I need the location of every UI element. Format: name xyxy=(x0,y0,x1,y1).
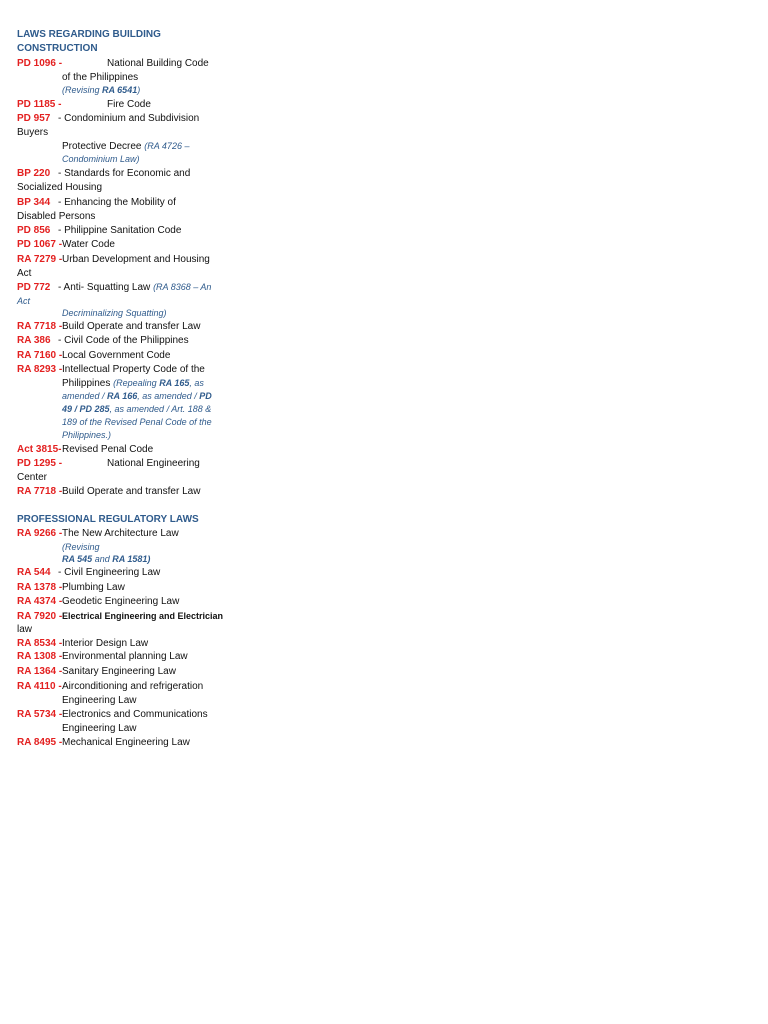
law-note: (Revising xyxy=(62,542,100,552)
note-text: , as amended / Art. 188 & xyxy=(109,404,212,414)
law-note-cont: Condominium Law) xyxy=(62,154,140,164)
law-title: - Civil Code of the Philippines xyxy=(58,335,189,346)
law-title: - Standards for Economic and xyxy=(58,168,191,179)
law-code: RA 7160 - xyxy=(17,350,63,361)
note-text: (Revising xyxy=(62,85,103,95)
law-note-cont xyxy=(62,403,211,416)
law-title: - Condominium and Subdivision xyxy=(58,113,200,124)
law-note: (RA 4726 – xyxy=(144,141,190,151)
law-code: RA 1364 - xyxy=(17,666,63,677)
law-code: RA 9266 - xyxy=(17,528,63,539)
section-title: PROFESSIONAL REGULATORY LAWS xyxy=(17,514,199,525)
law-title: Sanitary Engineering Law xyxy=(62,666,176,677)
note-text: (Repealing xyxy=(113,378,160,388)
law-code: PD 1185 - xyxy=(17,99,62,110)
section-title: LAWS REGARDING BUILDING xyxy=(17,29,161,40)
law-code: RA 8534 - xyxy=(17,638,63,649)
law-title: Interior Design Law xyxy=(62,638,149,649)
law-title-cont: Socialized Housing xyxy=(17,182,103,193)
law-code: RA 386 xyxy=(17,335,51,346)
law-title: Electronics and Communications xyxy=(62,709,208,720)
law-title: National Engineering xyxy=(107,458,200,469)
law-title: Build Operate and transfer Law xyxy=(62,486,201,497)
law-title: - Enhancing the Mobility of xyxy=(58,197,176,208)
law-code: RA 7718 - xyxy=(17,321,63,332)
law-title-cont: Engineering Law xyxy=(62,695,137,706)
note-text: and xyxy=(92,554,113,564)
law-note-cont xyxy=(62,390,212,403)
law-code: BP 344 xyxy=(17,197,51,208)
law-title: - Civil Engineering Law xyxy=(58,567,161,578)
law-title: Fire Code xyxy=(107,99,151,110)
law-title: Plumbing Law xyxy=(62,582,125,593)
law-title: Intellectual Property Code of the xyxy=(62,364,205,375)
law-code: PD 1295 - xyxy=(17,458,63,469)
note-ref: 49 / PD 285 xyxy=(62,404,110,414)
law-title-text: Protective Decree xyxy=(62,141,145,152)
section-title-cont: CONSTRUCTION xyxy=(17,43,98,54)
law-code: RA 1378 - xyxy=(17,582,63,593)
law-note-cont: Decriminalizing Squatting) xyxy=(62,308,167,318)
law-title-cont: Buyers xyxy=(17,127,49,138)
law-note-cont: Philippines.) xyxy=(62,430,112,440)
law-code: RA 8495 - xyxy=(17,737,63,748)
law-note-cont: 189 of the Revised Penal Code of the xyxy=(62,417,212,427)
law-title-text: Philippines xyxy=(62,378,114,389)
law-title-text: - Anti- Squatting Law xyxy=(58,282,154,293)
law-title: Geodetic Engineering Law xyxy=(62,596,180,607)
note-ref: RA 166 xyxy=(107,391,138,401)
note-text: ) xyxy=(137,85,141,95)
law-title: Local Government Code xyxy=(62,350,171,361)
law-code: RA 4374 - xyxy=(17,596,63,607)
law-title: Airconditioning and refrigeration xyxy=(62,681,204,692)
law-code: RA 7279 - xyxy=(17,254,63,265)
law-note xyxy=(62,84,140,97)
law-title: - Philippine Sanitation Code xyxy=(58,225,182,236)
law-title: Build Operate and transfer Law xyxy=(62,321,201,332)
law-code: PD 957 xyxy=(17,113,51,124)
law-title-cont: law xyxy=(17,624,33,635)
note-ref: RA 545 xyxy=(62,554,93,564)
law-title: Mechanical Engineering Law xyxy=(62,737,190,748)
law-title-cont xyxy=(62,140,189,153)
law-code: RA 1308 - xyxy=(17,651,63,662)
law-note-cont xyxy=(62,553,150,566)
law-note xyxy=(113,378,204,388)
law-title-cont: Engineering Law xyxy=(62,723,137,734)
law-title xyxy=(58,281,211,294)
law-title-cont: Disabled Persons xyxy=(17,211,96,222)
law-code: Act 3815- xyxy=(17,444,62,455)
note-text: amended / xyxy=(62,391,108,401)
law-code: RA 544 xyxy=(17,567,51,578)
note-ref: RA 1581) xyxy=(112,554,151,564)
law-code: RA 8293 - xyxy=(17,364,63,375)
law-code: PD 1096 - xyxy=(17,58,63,69)
law-note: (RA 8368 – An xyxy=(153,282,212,292)
note-ref: PD xyxy=(199,391,212,401)
law-code: RA 7718 - xyxy=(17,486,63,497)
note-ref: RA 165 xyxy=(159,378,190,388)
law-title-cont: Act xyxy=(17,268,32,279)
law-title: National Building Code xyxy=(107,58,209,69)
law-code: PD 772 xyxy=(17,282,51,293)
law-code: RA 4110 - xyxy=(17,681,62,692)
law-title: Environmental planning Law xyxy=(62,651,188,662)
law-note-cont: Act xyxy=(17,296,31,306)
note-text: , as xyxy=(189,378,204,388)
law-title: The New Architecture Law xyxy=(62,528,179,539)
law-code: PD 856 xyxy=(17,225,51,236)
law-code: BP 220 xyxy=(17,168,51,179)
law-code: RA 5734 - xyxy=(17,709,63,720)
law-title: Water Code xyxy=(62,239,115,250)
note-ref: RA 6541 xyxy=(102,85,138,95)
law-title: Revised Penal Code xyxy=(62,444,154,455)
law-title-cont: of the Philippines xyxy=(62,72,139,83)
law-title-cont xyxy=(62,377,204,390)
law-code: RA 7920 - xyxy=(17,611,63,622)
law-title: Electrical Engineering and Electrician xyxy=(62,611,224,621)
law-code: PD 1067 - xyxy=(17,239,63,250)
law-title: Urban Development and Housing xyxy=(62,254,210,265)
law-title-cont: Center xyxy=(17,472,48,483)
note-text: , as amended / xyxy=(137,391,200,401)
